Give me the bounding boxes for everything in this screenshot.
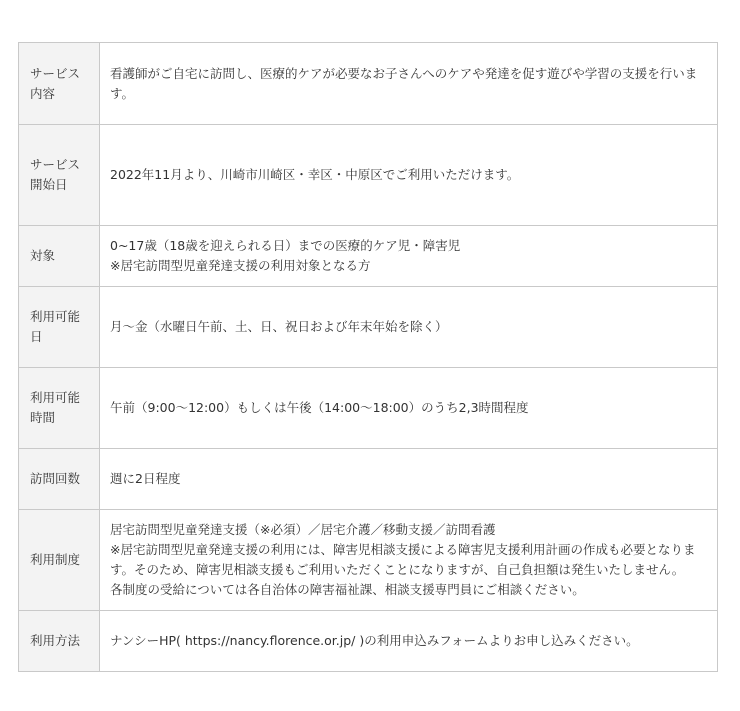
table-row (19, 368, 718, 449)
row-value (100, 125, 718, 226)
table-row (19, 611, 718, 672)
value-line: ナンシーHP( https://nancy.florence.or.jp/ )の利用申込みフォームよりお申し込みください。 (110, 633, 639, 648)
row-label: 訪問回数 (19, 449, 100, 510)
row-label: サービス内容 (19, 43, 100, 125)
row-value (100, 43, 718, 125)
row-value (100, 287, 718, 368)
row-label: 利用可能時間 (19, 368, 100, 449)
service-info-table (18, 42, 718, 672)
row-label: 利用可能日 (19, 287, 100, 368)
value-line: ※居宅訪問型児童発達支援の利用には、障害児相談支援による障害児支援利用計画の作成も必要となります。そのため、障害児相談支援もご利用いただくことになりますが、自己負担額は発生いたしません。 (110, 542, 696, 577)
value-line: 週に2日程度 (110, 471, 181, 486)
value-line: 看護師がご自宅に訪問し、医療的ケアが必要なお子さんへのケアや発達を促す遊びや学習の支援を行います。 (110, 65, 698, 101)
row-label: 利用制度 (19, 510, 100, 611)
value-line: 各制度の受給については各自治体の障害福祉課、相談支援専門員にご相談ください。 (110, 582, 585, 597)
value-line: 月～金（水曜日午前、土、日、祝日および年末年始を除く） (110, 319, 448, 334)
table-row (19, 43, 718, 125)
row-value (100, 510, 718, 611)
row-label: 利用方法 (19, 611, 100, 672)
table-row (19, 287, 718, 368)
table-row (19, 449, 718, 510)
table-row (19, 226, 718, 287)
row-label: サービス開始日 (19, 125, 100, 226)
table-row (19, 125, 718, 226)
row-label: 対象 (19, 226, 100, 287)
row-value (100, 226, 718, 287)
row-value (100, 611, 718, 672)
row-value (100, 368, 718, 449)
value-line: 2022年11月より、川崎市川崎区・幸区・中原区でご利用いただけます。 (110, 167, 520, 182)
table-row (19, 510, 718, 611)
row-value (100, 449, 718, 510)
value-line: 0~17歳（18歳を迎えられる日）までの医療的ケア児・障害児 (110, 238, 461, 253)
value-line: ※居宅訪問型児童発達支援の利用対象となる方 (110, 258, 371, 273)
value-line: 居宅訪問型児童発達支援（※必須）／居宅介護／移動支援／訪問看護 (110, 522, 496, 537)
value-line: 午前（9:00～12:00）もしくは午後（14:00～18:00）のうち2,3時間程度 (110, 400, 529, 415)
